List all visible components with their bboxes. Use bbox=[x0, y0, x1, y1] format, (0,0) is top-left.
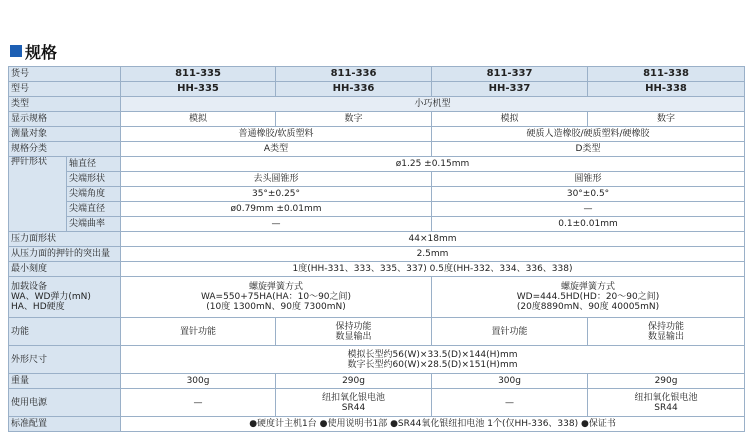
label-type: 类型 bbox=[9, 97, 121, 112]
cell-tip-curv: — bbox=[121, 217, 432, 232]
row-power bbox=[9, 389, 745, 417]
cell-tip-shape: 圆锥形 bbox=[432, 172, 745, 187]
cell-item-no: 811-335 bbox=[121, 67, 276, 82]
label-display: 显示规格 bbox=[9, 112, 121, 127]
cell-display: 数字 bbox=[276, 112, 432, 127]
cell-weight: 290g bbox=[588, 374, 745, 389]
cell-power: — bbox=[121, 389, 276, 417]
label-protrusion: 从压力面的押针的突出量 bbox=[9, 247, 121, 262]
cell-model: HH-338 bbox=[588, 82, 745, 97]
load-a-method: 螺旋弹簧方式 bbox=[249, 282, 304, 292]
row-target bbox=[9, 127, 745, 142]
label-press-shape: 压力面形状 bbox=[9, 232, 121, 247]
label-power: 使用电源 bbox=[9, 389, 121, 417]
cell-tip-dia: — bbox=[432, 202, 745, 217]
cell-function bbox=[276, 318, 432, 346]
cell-item-no: 811-338 bbox=[588, 67, 745, 82]
label-shaft: 轴直径 bbox=[67, 157, 121, 172]
cell-item-no: 811-336 bbox=[276, 67, 432, 82]
row-class bbox=[9, 142, 745, 157]
cell-function: 置针功能 bbox=[432, 318, 588, 346]
row-tip-dia bbox=[9, 202, 745, 217]
cell-function: 置针功能 bbox=[121, 318, 276, 346]
row-dims bbox=[9, 346, 745, 374]
function-hold: 保持功能 bbox=[648, 321, 685, 332]
dims-analog: 模拟长型约56(W)×33.5(D)×144(H)mm bbox=[347, 349, 518, 360]
cell-display: 模拟 bbox=[432, 112, 588, 127]
cell-model: HH-336 bbox=[276, 82, 432, 97]
cell-press-shape: 44×18mm bbox=[121, 232, 745, 247]
cell-target: 硬质人造橡胶/硬质塑料/硬橡胶 bbox=[432, 127, 745, 142]
row-tip-shape bbox=[9, 172, 745, 187]
row-protrusion bbox=[9, 247, 745, 262]
row-tip-angle bbox=[9, 187, 745, 202]
cell-weight: 300g bbox=[121, 374, 276, 389]
cell-class: A类型 bbox=[121, 142, 432, 157]
cell-item-no: 811-337 bbox=[432, 67, 588, 82]
dims-digital: 数字长型约60(W)×28.5(D)×151(H)mm bbox=[347, 359, 518, 370]
row-weight bbox=[9, 374, 745, 389]
cell-std: ●硬度计主机1台 ●使用说明书1部 ●SR44氧化银纽扣电池 1个(仅HH-336、338) ●保证书 bbox=[121, 417, 745, 432]
section-heading: 规格 bbox=[25, 42, 58, 62]
row-std bbox=[9, 417, 745, 432]
square-bullet-icon bbox=[10, 45, 22, 57]
load-a-range: (10度 1300mN、90度 7300mN) bbox=[206, 302, 346, 312]
row-display bbox=[9, 112, 745, 127]
row-type bbox=[9, 97, 745, 112]
cell-type: 小巧机型 bbox=[121, 97, 745, 112]
function-output: 数显输出 bbox=[335, 331, 372, 342]
load-d-range: (20度8890mN、90度 40005mN) bbox=[516, 302, 660, 312]
cell-load-d bbox=[432, 277, 745, 318]
power-model: SR44 bbox=[654, 402, 678, 413]
cell-model: HH-335 bbox=[121, 82, 276, 97]
power-battery: 纽扣氧化银电池 bbox=[634, 392, 698, 403]
label-load-device: 加载设备 bbox=[11, 282, 48, 292]
power-model: SR44 bbox=[341, 402, 366, 413]
cell-weight: 300g bbox=[432, 374, 588, 389]
label-model: 型号 bbox=[9, 82, 121, 97]
label-tip-curv: 尖端曲率 bbox=[67, 217, 121, 232]
label-load bbox=[9, 277, 121, 318]
row-press-shape bbox=[9, 232, 745, 247]
function-output: 数显输出 bbox=[648, 331, 685, 342]
row-load bbox=[9, 277, 745, 318]
load-a-formula: WA=550+75HA(HA：10～90之间) bbox=[200, 292, 352, 302]
load-d-formula: WD=444.5HD(HD：20～90之间) bbox=[516, 292, 660, 302]
cell-power bbox=[588, 389, 745, 417]
cell-display: 数字 bbox=[588, 112, 745, 127]
section-title bbox=[10, 40, 57, 62]
label-load-hardness: HA、HD硬度 bbox=[11, 302, 65, 312]
cell-tip-curv: 0.1±0.01mm bbox=[432, 217, 745, 232]
cell-protrusion: 2.5mm bbox=[121, 247, 745, 262]
cell-tip-angle: 35°±0.25° bbox=[121, 187, 432, 202]
label-load-force: WA、WD弹力(mN) bbox=[11, 292, 91, 302]
cell-display: 模拟 bbox=[121, 112, 276, 127]
row-function bbox=[9, 318, 745, 346]
label-target: 测量对象 bbox=[9, 127, 121, 142]
cell-shaft: ø1.25 ±0.15mm bbox=[121, 157, 745, 172]
spec-table bbox=[8, 66, 745, 432]
label-weight: 重量 bbox=[9, 374, 121, 389]
label-indenter: 押针形状 bbox=[9, 157, 67, 232]
power-battery: 纽扣氧化银电池 bbox=[322, 392, 386, 403]
cell-tip-angle: 30°±0.5° bbox=[432, 187, 745, 202]
cell-model: HH-337 bbox=[432, 82, 588, 97]
row-item-no bbox=[9, 67, 745, 82]
label-function: 功能 bbox=[9, 318, 121, 346]
label-min-grad: 最小刻度 bbox=[9, 262, 121, 277]
cell-dims bbox=[121, 346, 745, 374]
function-hold: 保持功能 bbox=[335, 321, 372, 332]
row-tip-curv bbox=[9, 217, 745, 232]
label-tip-dia: 尖端直径 bbox=[67, 202, 121, 217]
label-tip-angle: 尖端角度 bbox=[67, 187, 121, 202]
row-min-grad bbox=[9, 262, 745, 277]
label-std: 标准配置 bbox=[9, 417, 121, 432]
row-model bbox=[9, 82, 745, 97]
row-shaft bbox=[9, 157, 745, 172]
cell-power bbox=[276, 389, 432, 417]
label-item-no: 货号 bbox=[9, 67, 121, 82]
cell-min-grad: 1度(HH-331、333、335、337) 0.5度(HH-332、334、336、338) bbox=[121, 262, 745, 277]
cell-power: — bbox=[432, 389, 588, 417]
cell-tip-shape: 去头圆锥形 bbox=[121, 172, 432, 187]
label-class: 规格分类 bbox=[9, 142, 121, 157]
cell-weight: 290g bbox=[276, 374, 432, 389]
label-dims: 外形尺寸 bbox=[9, 346, 121, 374]
cell-class: D类型 bbox=[432, 142, 745, 157]
load-d-method: 螺旋弹簧方式 bbox=[561, 282, 616, 292]
label-tip-shape: 尖端形状 bbox=[67, 172, 121, 187]
cell-target: 普通橡胶/软质塑料 bbox=[121, 127, 432, 142]
cell-tip-dia: ø0.79mm ±0.01mm bbox=[121, 202, 432, 217]
cell-load-a bbox=[121, 277, 432, 318]
cell-function bbox=[588, 318, 745, 346]
